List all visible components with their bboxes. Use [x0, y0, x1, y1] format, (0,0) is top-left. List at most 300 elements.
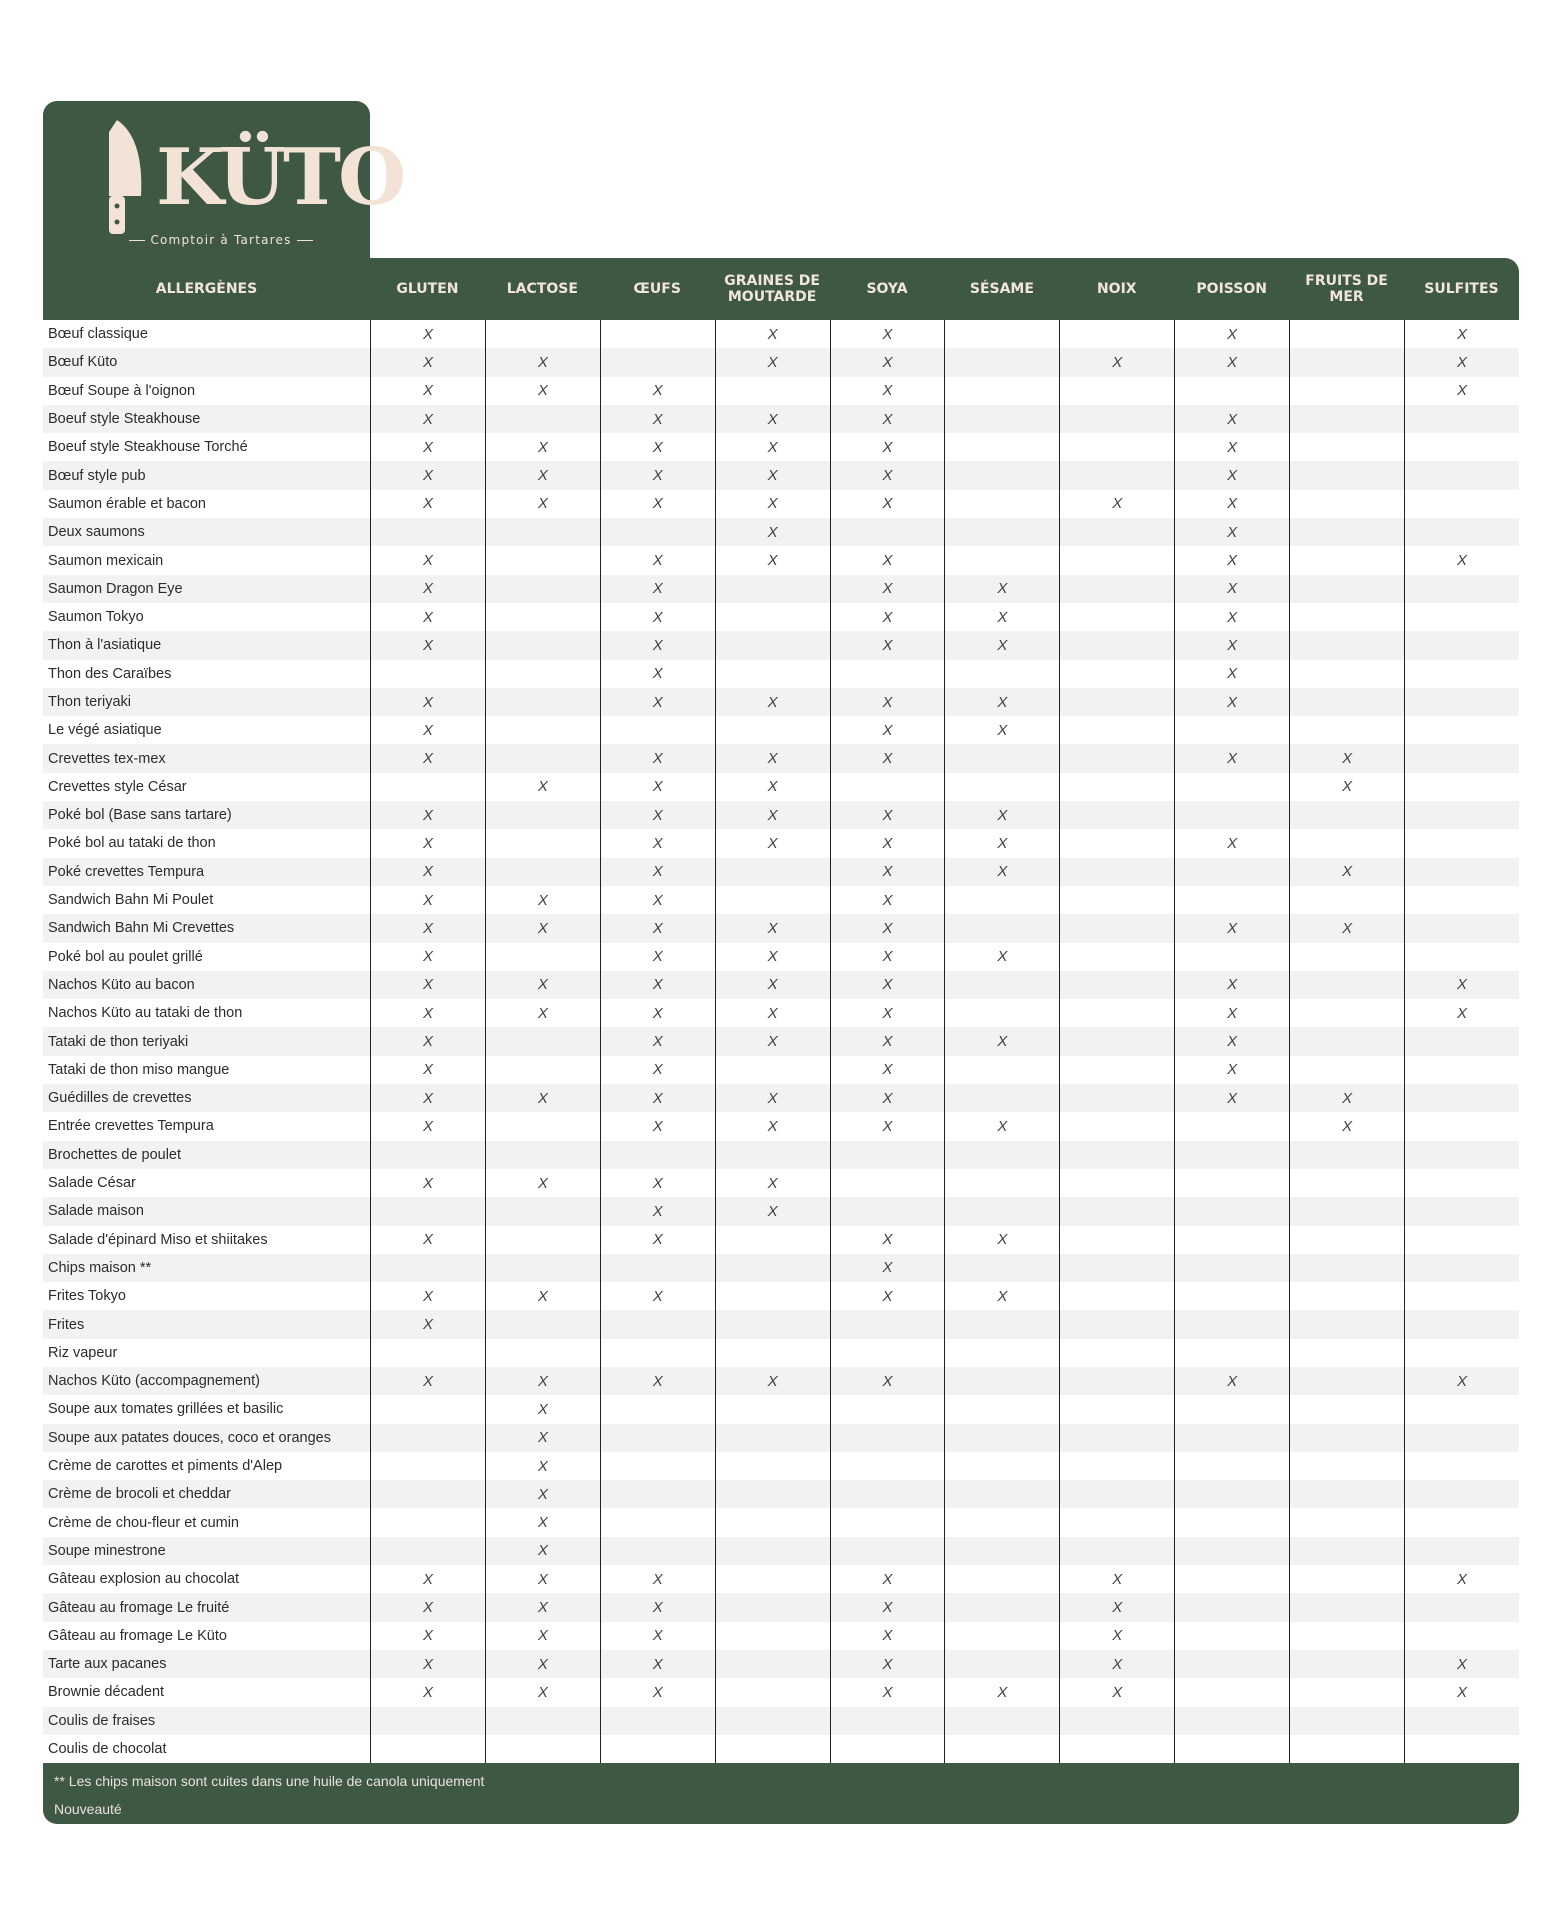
allergen-cell: [1174, 1508, 1289, 1536]
allergen-cell: [715, 1508, 830, 1536]
allergen-cell: X: [944, 858, 1059, 886]
item-name: Saumon mexicain: [48, 552, 164, 569]
allergen-cell: X: [600, 603, 715, 631]
allergen-cell: X: [830, 377, 945, 405]
column-header: LACTOSE: [506, 281, 578, 297]
allergen-cell: X: [830, 1565, 945, 1593]
allergen-cell: [485, 801, 600, 829]
allergen-cell: X: [370, 1056, 485, 1084]
allergen-cell: X: [944, 1112, 1059, 1140]
table-row: [43, 1112, 1519, 1140]
allergen-cell: [1404, 943, 1519, 971]
allergen-cell: [1174, 1424, 1289, 1452]
allergen-cell: [944, 1254, 1059, 1282]
allergen-cell: X: [830, 914, 945, 942]
allergen-cell: X: [830, 631, 945, 659]
column-header: POISSON: [1196, 281, 1267, 297]
allergen-cell: [1059, 461, 1174, 489]
allergen-cell: X: [830, 461, 945, 489]
allergen-cell: X: [715, 1197, 830, 1225]
allergen-cell: X: [1059, 490, 1174, 518]
allergen-cell: X: [1059, 1678, 1174, 1706]
allergen-cell: X: [485, 1395, 600, 1423]
allergen-cell: X: [485, 348, 600, 376]
allergen-cell: [370, 1480, 485, 1508]
item-name: Brochettes de poulet: [48, 1146, 182, 1163]
allergen-cell: [944, 1197, 1059, 1225]
allergen-cell: [944, 886, 1059, 914]
table-row: [43, 546, 1519, 574]
allergen-cell: [715, 1537, 830, 1565]
allergen-cell: X: [830, 546, 945, 574]
allergen-cell: X: [715, 546, 830, 574]
allergen-cell: [1059, 603, 1174, 631]
allergen-cell: [370, 1254, 485, 1282]
item-name: Frites: [48, 1316, 85, 1333]
allergen-cell: [1174, 1169, 1289, 1197]
allergen-cell: [944, 1622, 1059, 1650]
item-name: Riz vapeur: [48, 1344, 118, 1361]
allergen-cell: X: [1174, 829, 1289, 857]
allergen-cell: X: [485, 1622, 600, 1650]
allergen-cell: [600, 1735, 715, 1763]
allergen-cell: X: [1174, 1367, 1289, 1395]
allergen-cell: [600, 1707, 715, 1735]
allergen-cell: [1404, 1735, 1519, 1763]
allergen-cell: [1289, 1254, 1404, 1282]
allergen-cell: X: [715, 320, 830, 348]
allergen-cell: X: [1174, 914, 1289, 942]
allergen-cell: X: [600, 858, 715, 886]
allergen-cell: [1404, 1112, 1519, 1140]
allergen-cell: X: [1404, 377, 1519, 405]
allergen-cell: [715, 631, 830, 659]
table-row: [43, 575, 1519, 603]
allergen-cell: [485, 320, 600, 348]
allergen-cell: X: [1174, 575, 1289, 603]
allergen-cell: X: [600, 546, 715, 574]
item-name: Crème de brocoli et cheddar: [48, 1486, 231, 1503]
allergen-cell: [715, 1480, 830, 1508]
allergen-cell: [1289, 1197, 1404, 1225]
table-row: [43, 1141, 1519, 1169]
allergen-cell: X: [830, 1027, 945, 1055]
allergen-cell: X: [370, 320, 485, 348]
allergen-cell: X: [600, 688, 715, 716]
allergen-cell: X: [830, 1254, 945, 1282]
allergen-cell: X: [1174, 1056, 1289, 1084]
item-name: Poké bol au poulet grillé: [48, 948, 203, 965]
item-name: Chips maison **: [48, 1259, 152, 1276]
table-footer: [43, 1763, 1519, 1824]
allergen-cell: [1059, 320, 1174, 348]
allergen-cell: X: [715, 1112, 830, 1140]
allergen-cell: X: [830, 1678, 945, 1706]
allergen-cell: X: [370, 377, 485, 405]
allergen-cell: [1289, 405, 1404, 433]
table-row: [43, 405, 1519, 433]
allergen-cell: [1289, 688, 1404, 716]
allergen-cell: [600, 1480, 715, 1508]
allergen-cell: [1404, 1452, 1519, 1480]
allergen-cell: X: [600, 1367, 715, 1395]
item-name: Guédilles de crevettes: [48, 1090, 192, 1107]
allergen-cell: X: [600, 1226, 715, 1254]
allergen-cell: X: [830, 1226, 945, 1254]
allergen-cell: [1289, 1735, 1404, 1763]
allergen-cell: X: [485, 1678, 600, 1706]
allergen-cell: [1289, 1537, 1404, 1565]
item-name: Salade César: [48, 1175, 136, 1192]
column-header: FRUITS DE MER: [1305, 273, 1388, 305]
item-name: Poké bol (Base sans tartare): [48, 807, 232, 824]
allergen-cell: [1289, 1282, 1404, 1310]
allergen-cell: X: [600, 1593, 715, 1621]
allergen-cell: [1289, 518, 1404, 546]
allergen-cell: X: [370, 575, 485, 603]
allergen-cell: [485, 546, 600, 574]
allergen-cell: [370, 660, 485, 688]
allergen-cell: [1404, 405, 1519, 433]
allergen-cell: X: [370, 688, 485, 716]
allergen-cell: X: [485, 1508, 600, 1536]
allergen-cell: X: [485, 1537, 600, 1565]
allergen-cell: [1059, 971, 1174, 999]
table-row: [43, 320, 1519, 348]
table-row: [43, 1395, 1519, 1423]
allergen-cell: X: [715, 433, 830, 461]
allergen-cell: [715, 1622, 830, 1650]
allergen-cell: [715, 1226, 830, 1254]
allergen-cell: [1404, 1056, 1519, 1084]
allergen-cell: X: [600, 773, 715, 801]
allergen-cell: [1059, 1169, 1174, 1197]
allergen-cell: [1289, 1367, 1404, 1395]
allergen-cell: X: [1404, 1565, 1519, 1593]
allergen-cell: [370, 1141, 485, 1169]
allergen-cell: [370, 1707, 485, 1735]
allergen-cell: [1289, 320, 1404, 348]
allergen-cell: [1059, 943, 1174, 971]
allergen-cell: X: [944, 943, 1059, 971]
allergen-cell: [944, 1707, 1059, 1735]
allergen-cell: [1059, 1027, 1174, 1055]
allergen-cell: [485, 660, 600, 688]
table-body: [43, 320, 1519, 1763]
allergen-cell: [944, 744, 1059, 772]
allergen-cell: X: [370, 405, 485, 433]
allergen-cell: [1289, 1226, 1404, 1254]
allergen-cell: [1174, 1197, 1289, 1225]
allergen-cell: [830, 1452, 945, 1480]
allergen-cell: X: [485, 1650, 600, 1678]
allergen-cell: X: [600, 943, 715, 971]
allergen-cell: X: [944, 716, 1059, 744]
allergen-cell: [715, 1395, 830, 1423]
allergen-cell: [1404, 801, 1519, 829]
allergen-cell: [830, 1141, 945, 1169]
allergen-cell: [1289, 631, 1404, 659]
allergen-cell: [1174, 1226, 1289, 1254]
item-name: Nachos Küto au tataki de thon: [48, 1005, 243, 1022]
allergen-cell: [1404, 1537, 1519, 1565]
allergen-cell: [1289, 1678, 1404, 1706]
allergen-cell: X: [600, 490, 715, 518]
allergen-cell: [1059, 688, 1174, 716]
allergen-cell: X: [600, 461, 715, 489]
allergen-cell: [485, 1339, 600, 1367]
allergen-cell: [1174, 1452, 1289, 1480]
table-row: [43, 348, 1519, 376]
item-name: Sandwich Bahn Mi Crevettes: [48, 920, 235, 937]
allergen-cell: [1059, 999, 1174, 1027]
allergen-cell: [944, 1310, 1059, 1338]
table-row: [43, 1707, 1519, 1735]
allergen-cell: X: [485, 490, 600, 518]
item-name: Crevettes style César: [48, 778, 187, 795]
allergen-cell: X: [715, 1169, 830, 1197]
allergen-cell: X: [370, 603, 485, 631]
allergen-cell: [1404, 1707, 1519, 1735]
allergen-cell: [1289, 1480, 1404, 1508]
allergen-cell: [1059, 716, 1174, 744]
allergen-cell: [1404, 1282, 1519, 1310]
allergen-cell: X: [1174, 405, 1289, 433]
allergen-cell: X: [600, 575, 715, 603]
table-row: [43, 999, 1519, 1027]
allergen-cell: [944, 773, 1059, 801]
table-row: [43, 1027, 1519, 1055]
column-header: NOIX: [1096, 281, 1137, 297]
allergen-cell: X: [715, 1027, 830, 1055]
allergen-cell: X: [370, 1084, 485, 1112]
allergen-cell: X: [715, 829, 830, 857]
allergen-cell: X: [1174, 1084, 1289, 1112]
allergen-cell: [830, 1508, 945, 1536]
allergen-cell: [1404, 1141, 1519, 1169]
table-row: [43, 518, 1519, 546]
allergen-cell: X: [600, 1027, 715, 1055]
allergen-cell: X: [485, 886, 600, 914]
allergen-cell: X: [600, 744, 715, 772]
allergen-cell: X: [1174, 660, 1289, 688]
allergen-cell: [944, 546, 1059, 574]
allergen-cell: [1174, 1254, 1289, 1282]
table-row: [43, 914, 1519, 942]
allergen-cell: [1289, 1593, 1404, 1621]
allergen-cell: [944, 348, 1059, 376]
allergen-cell: [1059, 801, 1174, 829]
allergen-cell: [1059, 1282, 1174, 1310]
allergen-cell: [1404, 1339, 1519, 1367]
allergen-cell: [1174, 1678, 1289, 1706]
allergen-cell: [370, 1508, 485, 1536]
allergen-cell: X: [1404, 999, 1519, 1027]
allergen-cell: X: [830, 405, 945, 433]
allergen-cell: [370, 773, 485, 801]
item-name: Sandwich Bahn Mi Poulet: [48, 892, 214, 909]
column-header: GRAINES DE MOUTARDE: [724, 273, 820, 305]
allergen-cell: X: [600, 405, 715, 433]
allergen-cell: X: [830, 688, 945, 716]
table-row: [43, 801, 1519, 829]
allergen-cell: [715, 1735, 830, 1763]
allergen-cell: X: [600, 1056, 715, 1084]
allergen-cell: X: [1174, 433, 1289, 461]
column-header: SULFITES: [1424, 281, 1499, 297]
allergen-cell: [1289, 603, 1404, 631]
allergen-cell: X: [370, 971, 485, 999]
allergen-cell: X: [830, 744, 945, 772]
allergen-cell: X: [485, 377, 600, 405]
brand-name: KÜTO: [156, 132, 404, 223]
allergen-cell: X: [370, 886, 485, 914]
allergen-cell: X: [830, 433, 945, 461]
allergen-cell: [485, 1707, 600, 1735]
allergen-cell: [944, 1395, 1059, 1423]
allergen-cell: [1174, 1565, 1289, 1593]
column-header: GLUTEN: [396, 281, 459, 297]
allergen-cell: X: [1174, 461, 1289, 489]
allergen-cell: [715, 1424, 830, 1452]
allergen-cell: [944, 1424, 1059, 1452]
item-name: Tarte aux pacanes: [48, 1656, 167, 1673]
allergen-cell: X: [485, 1480, 600, 1508]
allergen-cell: X: [600, 1650, 715, 1678]
allergen-cell: [1174, 943, 1289, 971]
allergen-cell: [1174, 1593, 1289, 1621]
item-name: Poké crevettes Tempura: [48, 863, 205, 880]
allergen-cell: [485, 1056, 600, 1084]
allergen-cell: X: [370, 1650, 485, 1678]
table-row: [43, 1650, 1519, 1678]
allergen-cell: [1289, 660, 1404, 688]
allergen-cell: [485, 405, 600, 433]
table-row: [43, 1452, 1519, 1480]
allergen-cell: [944, 1452, 1059, 1480]
allergen-cell: X: [1289, 914, 1404, 942]
allergen-cell: [600, 1508, 715, 1536]
allergen-cell: [1174, 377, 1289, 405]
table-row: [43, 943, 1519, 971]
allergen-cell: [485, 518, 600, 546]
allergen-cell: X: [715, 348, 830, 376]
allergen-cell: X: [944, 1282, 1059, 1310]
allergen-cell: X: [370, 348, 485, 376]
allergen-cell: X: [600, 914, 715, 942]
allergen-cell: [715, 660, 830, 688]
allergen-cell: [715, 1452, 830, 1480]
allergen-cell: [485, 1027, 600, 1055]
allergen-cell: [944, 1508, 1059, 1536]
allergen-cell: X: [830, 348, 945, 376]
allergen-cell: [944, 660, 1059, 688]
item-name: Bœuf style pub: [48, 467, 146, 484]
allergen-cell: X: [715, 999, 830, 1027]
column-header: ŒUFS: [633, 281, 681, 297]
allergen-cell: [370, 1735, 485, 1763]
allergen-cell: [715, 1565, 830, 1593]
allergen-cell: [485, 1735, 600, 1763]
allergen-cell: X: [600, 433, 715, 461]
allergen-cell: X: [830, 1622, 945, 1650]
allergen-cell: X: [600, 1169, 715, 1197]
allergen-cell: [715, 1282, 830, 1310]
allergen-cell: [715, 1254, 830, 1282]
allergen-cell: X: [370, 1565, 485, 1593]
item-name: Gâteau au fromage Le Küto: [48, 1627, 227, 1644]
allergen-cell: X: [370, 1310, 485, 1338]
allergen-cell: [370, 1452, 485, 1480]
item-name: Gâteau explosion au chocolat: [48, 1571, 240, 1588]
allergen-cell: X: [1289, 1112, 1404, 1140]
allergen-cell: [1059, 1735, 1174, 1763]
allergen-cell: [1059, 829, 1174, 857]
allergen-cell: X: [1174, 631, 1289, 659]
footnote: ** Les chips maison sont cuites dans une huile de canola uniquement: [54, 1773, 485, 1790]
allergen-cell: [1289, 348, 1404, 376]
item-name: Brownie décadent: [48, 1684, 165, 1701]
allergen-cell: [485, 1310, 600, 1338]
allergen-cell: X: [370, 829, 485, 857]
allergen-cell: X: [715, 801, 830, 829]
knife-icon: [95, 118, 155, 238]
allergen-cell: [1059, 405, 1174, 433]
allergen-cell: X: [1174, 971, 1289, 999]
allergen-cell: [1404, 1593, 1519, 1621]
item-name: Deux saumons: [48, 524, 145, 541]
allergen-cell: [1404, 1480, 1519, 1508]
allergen-cell: [1174, 1537, 1289, 1565]
allergen-cell: X: [1174, 546, 1289, 574]
allergen-cell: X: [830, 943, 945, 971]
allergen-cell: [715, 1593, 830, 1621]
allergen-cell: X: [370, 801, 485, 829]
allergen-cell: [1404, 829, 1519, 857]
allergen-cell: [1174, 1282, 1289, 1310]
table-row: [43, 1565, 1519, 1593]
table-row: [43, 1197, 1519, 1225]
allergen-cell: [715, 886, 830, 914]
allergen-cell: [1289, 1056, 1404, 1084]
table-row: [43, 1735, 1519, 1763]
allergen-cell: [1404, 1226, 1519, 1254]
allergen-cell: [1289, 943, 1404, 971]
allergen-cell: X: [600, 377, 715, 405]
item-name: Saumon érable et bacon: [48, 495, 206, 512]
allergen-cell: [370, 1339, 485, 1367]
allergen-cell: [830, 1537, 945, 1565]
allergen-cell: X: [830, 1282, 945, 1310]
allergen-cell: [1404, 1084, 1519, 1112]
allergen-cell: [485, 858, 600, 886]
allergen-cell: X: [1174, 320, 1289, 348]
allergen-cell: X: [830, 829, 945, 857]
allergen-cell: [1059, 1226, 1174, 1254]
allergen-cell: X: [485, 1452, 600, 1480]
allergen-cell: [600, 348, 715, 376]
brand-tagline: Comptoir à Tartares: [101, 233, 341, 247]
allergen-cell: X: [830, 1593, 945, 1621]
allergen-cell: [1174, 1735, 1289, 1763]
allergen-cell: [1289, 546, 1404, 574]
allergen-cell: [1404, 518, 1519, 546]
allergen-cell: [1404, 1197, 1519, 1225]
allergen-cell: X: [485, 1282, 600, 1310]
item-name: Entrée crevettes Tempura: [48, 1118, 214, 1135]
allergen-cell: [600, 1424, 715, 1452]
allergen-cell: [944, 1650, 1059, 1678]
